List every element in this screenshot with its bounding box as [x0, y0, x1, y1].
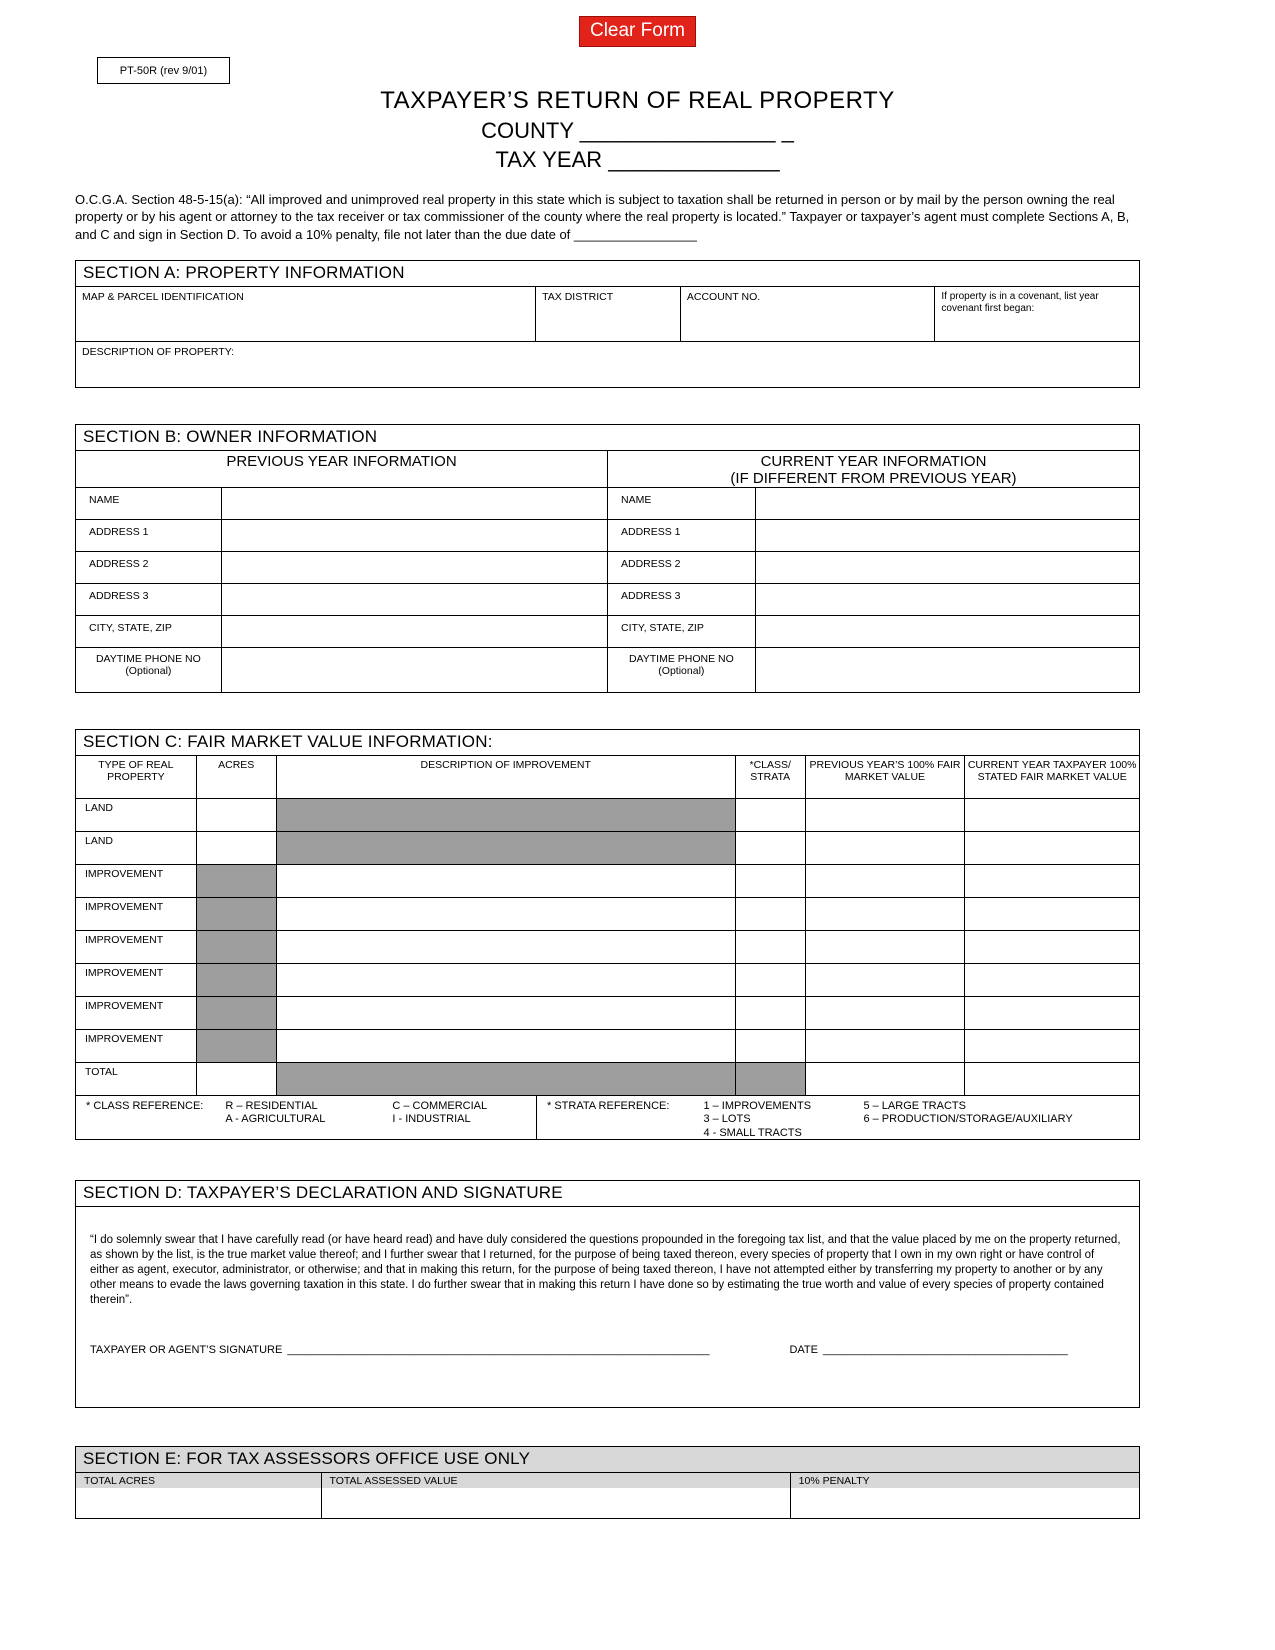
prev-address2-label: ADDRESS 2 — [89, 557, 149, 570]
tax-district-label: TAX DISTRICT — [542, 290, 614, 303]
prev-name-label: NAME — [89, 493, 120, 506]
row-type-label: LAND — [85, 834, 114, 847]
signature-field[interactable]: _____________________________________________________________________ — [287, 1343, 710, 1356]
form-id-box — [97, 57, 230, 84]
section-e — [75, 1446, 1140, 1519]
row-type-label: TOTAL — [85, 1065, 118, 1078]
prev-address1-field[interactable] — [221, 520, 607, 551]
section-d — [75, 1180, 1140, 1408]
description-column-header — [276, 756, 735, 798]
curr-city-state-zip-label: CITY, STATE, ZIP — [621, 621, 704, 634]
prev-phone-label: DAYTIME PHONE NO — [95, 652, 201, 665]
current-fmv-field[interactable] — [964, 865, 1139, 897]
date-field[interactable]: ________________________________________ — [822, 1343, 1068, 1356]
row-type-label-cell — [76, 931, 196, 963]
declaration-text: “I do solemnly swear that I have carefully read (or have heard read) and have duly considered the questions propounded in the foregoing tax list, and that the value placed by me on the property returned, as shown by the list, is the true market value thereof; and I further swear that I returned, for the purpose of being taxed thereon, every species of property that I own in my own right or have control of either as agent, executor, administrator, or otherwise; and that in making this return, for the purpose of being taxed thereon, I have not attempted either by transferring my property to another or by any other means to evade the laws governing taxation in this state. I do further swear that in making this return I have done so by estimating the true worth and value of every species of property contained therein”. — [90, 1233, 1121, 1306]
class-reference — [76, 1096, 536, 1127]
blocked-cell — [196, 931, 276, 963]
assessor-total-assessed-value-field[interactable] — [321, 1473, 790, 1518]
table-row — [76, 615, 1139, 647]
section-e-title: SECTION E: FOR TAX ASSESSORS OFFICE USE ONLY — [76, 1447, 1139, 1473]
previous-fmv-column-header — [805, 756, 965, 798]
curr-phone-field[interactable] — [755, 648, 1139, 692]
previous-fmv-field[interactable] — [805, 832, 965, 864]
curr-address3-field[interactable] — [755, 584, 1139, 615]
blocked-cell — [735, 1063, 805, 1095]
section-a — [75, 260, 1140, 388]
class-strata-field[interactable] — [735, 997, 805, 1029]
blocked-cell — [196, 898, 276, 930]
prev-city-state-zip-label-cell — [76, 616, 221, 647]
prev-city-state-zip-field[interactable] — [221, 616, 607, 647]
prev-address3-label-cell — [76, 584, 221, 615]
class-ref-agricultural: A - AGRICULTURAL — [225, 1113, 326, 1126]
assessor-total-acres-field[interactable] — [76, 1473, 321, 1518]
prev-address2-label-cell — [76, 552, 221, 583]
row-type-label: IMPROVEMENT — [85, 933, 164, 946]
property-description-label: DESCRIPTION OF PROPERTY: — [82, 345, 235, 358]
acres-header-label: ACRES — [218, 758, 255, 771]
prev-address3-field[interactable] — [221, 584, 607, 615]
table-row — [76, 551, 1139, 583]
page-title: TAXPAYER’S RETURN OF REAL PROPERTY — [380, 86, 895, 114]
total-acres-field[interactable] — [196, 1063, 276, 1095]
map-parcel-field[interactable] — [76, 287, 535, 341]
current-fmv-field[interactable] — [964, 898, 1139, 930]
fmv-row-improvement-3 — [76, 930, 1139, 963]
current-fmv-header-label: CURRENT YEAR TAXPAYER 100% STATED FAIR MARKET VALUE — [967, 758, 1137, 783]
improvement-description-field[interactable] — [276, 898, 735, 930]
strata-ref-lots: 3 – LOTS — [703, 1113, 751, 1126]
prev-address2-field[interactable] — [221, 552, 607, 583]
curr-city-state-zip-field[interactable] — [755, 616, 1139, 647]
row-type-label-cell — [76, 898, 196, 930]
strata-reference-col1 — [703, 1100, 843, 1141]
description-header-label: DESCRIPTION OF IMPROVEMENT — [420, 758, 591, 771]
table-row — [76, 487, 1139, 519]
fmv-row-land-1 — [76, 798, 1139, 831]
class-strata-field[interactable] — [735, 799, 805, 831]
row-type-label-cell — [76, 1030, 196, 1062]
curr-phone-optional-label: (Optional) — [658, 664, 705, 677]
current-fmv-field[interactable] — [964, 931, 1139, 963]
row-type-label-cell — [76, 865, 196, 897]
covenant-label: If property is in a covenant, list year covenant first began: — [941, 290, 1099, 314]
row-type-label: IMPROVEMENT — [85, 867, 164, 880]
row-type-label: IMPROVEMENT — [85, 966, 164, 979]
class-reference-cell — [76, 1096, 536, 1139]
reference-row — [76, 1095, 1139, 1139]
prev-name-label-cell — [76, 488, 221, 519]
table-row — [76, 647, 1139, 692]
title-block — [0, 87, 1275, 173]
curr-address2-field[interactable] — [755, 552, 1139, 583]
table-row — [76, 451, 1139, 487]
row-type-label-cell — [76, 1063, 196, 1095]
row-type-label: IMPROVEMENT — [85, 999, 164, 1012]
class-strata-field[interactable] — [735, 931, 805, 963]
blocked-cell — [196, 997, 276, 1029]
curr-phone-label: DAYTIME PHONE NO — [628, 652, 734, 665]
previous-fmv-field[interactable] — [805, 931, 965, 963]
strata-reference-cell — [536, 1096, 1139, 1139]
row-type-label: IMPROVEMENT — [85, 900, 164, 913]
previous-fmv-field[interactable] — [805, 799, 965, 831]
fmv-row-improvement-6 — [76, 1029, 1139, 1062]
blocked-cell — [276, 832, 735, 864]
tax-year-label: TAX YEAR — [495, 146, 603, 172]
section-b-title: SECTION B: OWNER INFORMATION — [76, 425, 1139, 451]
table-row — [76, 1473, 1139, 1518]
curr-city-state-zip-label-cell — [607, 616, 755, 647]
row-type-label: LAND — [85, 801, 114, 814]
prev-city-state-zip-label: CITY, STATE, ZIP — [89, 621, 172, 634]
county-blank-field[interactable]: ________________ _ — [579, 117, 794, 143]
signature-label: TAXPAYER OR AGENT’S SIGNATURE — [90, 1343, 283, 1356]
class-reference-label: * CLASS REFERENCE: — [86, 1099, 204, 1112]
county-label: COUNTY — [481, 117, 574, 143]
date-label: DATE — [789, 1343, 818, 1356]
improvement-description-field[interactable] — [276, 1030, 735, 1062]
improvement-description-field[interactable] — [276, 964, 735, 996]
prev-phone-field[interactable] — [221, 648, 607, 692]
prev-phone-label-cell — [76, 648, 221, 692]
class-strata-field[interactable] — [735, 865, 805, 897]
current-fmv-field[interactable] — [964, 1030, 1139, 1062]
curr-address3-label-cell — [607, 584, 755, 615]
fmv-row-improvement-2 — [76, 897, 1139, 930]
previous-fmv-header-label: PREVIOUS YEAR’S 100% FAIR MARKET VALUE — [809, 758, 961, 783]
class-strata-column-header — [735, 756, 805, 798]
total-acres-label: TOTAL ACRES — [84, 1474, 155, 1487]
current-fmv-field[interactable] — [964, 964, 1139, 996]
assessor-penalty-field[interactable] — [790, 1473, 1139, 1518]
class-reference-col2 — [392, 1100, 517, 1127]
table-row — [76, 519, 1139, 551]
previous-fmv-field[interactable] — [805, 1030, 965, 1062]
current-fmv-column-header — [964, 756, 1139, 798]
current-year-header-line1: CURRENT YEAR INFORMATION — [760, 452, 987, 470]
ocga-intro-paragraph: O.C.G.A. Section 48-5-15(a): “All improved and unimproved real property in this state which is subject to taxation shall be returned in person or by mail by the person owning the real property or by his agent or attorney to the tax receiver or tax commissioner of the county where the real property is located.” Taxpayer or taxpayer’s agent must complete Sections A, B, and C and sign in Section D. To avoid a 10% penalty, file not later than the due date of _________________ — [75, 191, 1130, 243]
curr-address1-label-cell — [607, 520, 755, 551]
curr-phone-label-cell — [607, 648, 755, 692]
strata-reference-label: * STRATA REFERENCE: — [547, 1099, 670, 1112]
prev-address1-label-cell — [76, 520, 221, 551]
tax-year-line — [0, 147, 1275, 173]
previous-year-header-label: PREVIOUS YEAR INFORMATION — [226, 452, 457, 470]
row-type-label-cell — [76, 799, 196, 831]
row-type-label-cell — [76, 832, 196, 864]
row-type-label: IMPROVEMENT — [85, 1032, 164, 1045]
tax-district-field[interactable] — [535, 287, 680, 341]
table-row — [76, 287, 1139, 341]
curr-address2-label-cell — [607, 552, 755, 583]
prev-phone-optional-label: (Optional) — [125, 664, 172, 677]
table-row — [76, 583, 1139, 615]
curr-address1-field[interactable] — [755, 520, 1139, 551]
account-no-field[interactable] — [680, 287, 935, 341]
total-current-fmv-field[interactable] — [964, 1063, 1139, 1095]
topbar — [0, 0, 1275, 47]
curr-address3-label: ADDRESS 3 — [621, 589, 681, 602]
strata-reference — [537, 1096, 1139, 1141]
improvement-description-field[interactable] — [276, 865, 735, 897]
section-c — [75, 729, 1140, 1140]
class-reference-col1 — [225, 1100, 350, 1127]
section-a-title: SECTION A: PROPERTY INFORMATION — [76, 261, 1139, 287]
account-no-label: ACCOUNT NO. — [686, 290, 761, 303]
current-year-column-header — [607, 451, 1139, 487]
signature-row — [90, 1344, 1125, 1356]
current-fmv-field[interactable] — [964, 997, 1139, 1029]
previous-year-column-header — [76, 451, 607, 487]
current-fmv-field[interactable] — [964, 799, 1139, 831]
curr-name-label-cell — [607, 488, 755, 519]
type-column-header — [76, 756, 196, 798]
type-header-label: TYPE OF REAL PROPERTY — [98, 758, 174, 783]
strata-ref-small-tracts: 4 - SMALL TRACTS — [703, 1126, 802, 1139]
acres-column-header — [196, 756, 276, 798]
curr-name-label: NAME — [621, 493, 652, 506]
section-d-title: SECTION D: TAXPAYER’S DECLARATION AND SIGNATURE — [76, 1181, 1139, 1207]
form-id-label: PT-50R (rev 9/01) — [119, 64, 208, 77]
covenant-year-field[interactable] — [934, 287, 1139, 341]
blocked-cell — [196, 865, 276, 897]
row-type-label-cell — [76, 964, 196, 996]
class-ref-residential: R – RESIDENTIAL — [225, 1099, 318, 1112]
class-strata-field[interactable] — [735, 1030, 805, 1062]
blocked-cell — [276, 1063, 735, 1095]
tax-year-blank-field[interactable]: ______________ — [608, 146, 780, 172]
strata-ref-large-tracts: 5 – LARGE TRACTS — [863, 1099, 966, 1112]
current-fmv-field[interactable] — [964, 832, 1139, 864]
curr-address2-label: ADDRESS 2 — [621, 557, 681, 570]
declaration-body — [76, 1207, 1139, 1407]
previous-fmv-field[interactable] — [805, 898, 965, 930]
fmv-row-improvement-5 — [76, 996, 1139, 1029]
total-assessed-value-label: TOTAL ASSESSED VALUE — [329, 1474, 458, 1487]
table-row — [76, 341, 1139, 387]
previous-fmv-field[interactable] — [805, 997, 965, 1029]
class-strata-field[interactable] — [735, 964, 805, 996]
total-previous-fmv-field[interactable] — [805, 1063, 965, 1095]
clear-form-button[interactable]: Clear Form — [579, 16, 696, 47]
fmv-row-improvement-4 — [76, 963, 1139, 996]
current-year-header-line2: (IF DIFFERENT FROM PREVIOUS YEAR) — [730, 469, 1017, 487]
curr-address1-label: ADDRESS 1 — [621, 525, 681, 538]
class-strata-header-label: *CLASS/ STRATA — [749, 758, 791, 783]
fmv-row-land-2 — [76, 831, 1139, 864]
class-ref-commercial: C – COMMERCIAL — [392, 1099, 488, 1112]
blocked-cell — [196, 964, 276, 996]
map-parcel-label: MAP & PARCEL IDENTIFICATION — [82, 290, 244, 303]
property-description-field[interactable] — [76, 342, 1139, 387]
class-strata-field[interactable] — [735, 898, 805, 930]
strata-ref-production: 6 – PRODUCTION/STORAGE/AUXILIARY — [863, 1113, 1073, 1126]
prev-address3-label: ADDRESS 3 — [89, 589, 149, 602]
blocked-cell — [196, 1030, 276, 1062]
improvement-description-field[interactable] — [276, 931, 735, 963]
prev-address1-label: ADDRESS 1 — [89, 525, 149, 538]
fmv-row-total — [76, 1062, 1139, 1095]
prev-name-field[interactable] — [221, 488, 607, 519]
strata-ref-improvements: 1 – IMPROVEMENTS — [703, 1099, 812, 1112]
class-strata-field[interactable] — [735, 832, 805, 864]
fmv-row-improvement-1 — [76, 864, 1139, 897]
acres-field[interactable] — [196, 832, 276, 864]
curr-name-field[interactable] — [755, 488, 1139, 519]
improvement-description-field[interactable] — [276, 997, 735, 1029]
blocked-cell — [276, 799, 735, 831]
class-ref-industrial: I - INDUSTRIAL — [392, 1113, 471, 1126]
section-c-title: SECTION C: FAIR MARKET VALUE INFORMATION: — [76, 730, 1139, 756]
strata-reference-col2 — [863, 1100, 1072, 1141]
previous-fmv-field[interactable] — [805, 964, 965, 996]
section-b — [75, 424, 1140, 693]
penalty-label: 10% PENALTY — [798, 1474, 870, 1487]
previous-fmv-field[interactable] — [805, 865, 965, 897]
county-line — [0, 118, 1275, 144]
row-type-label-cell — [76, 997, 196, 1029]
table-header-row — [76, 756, 1139, 798]
acres-field[interactable] — [196, 799, 276, 831]
